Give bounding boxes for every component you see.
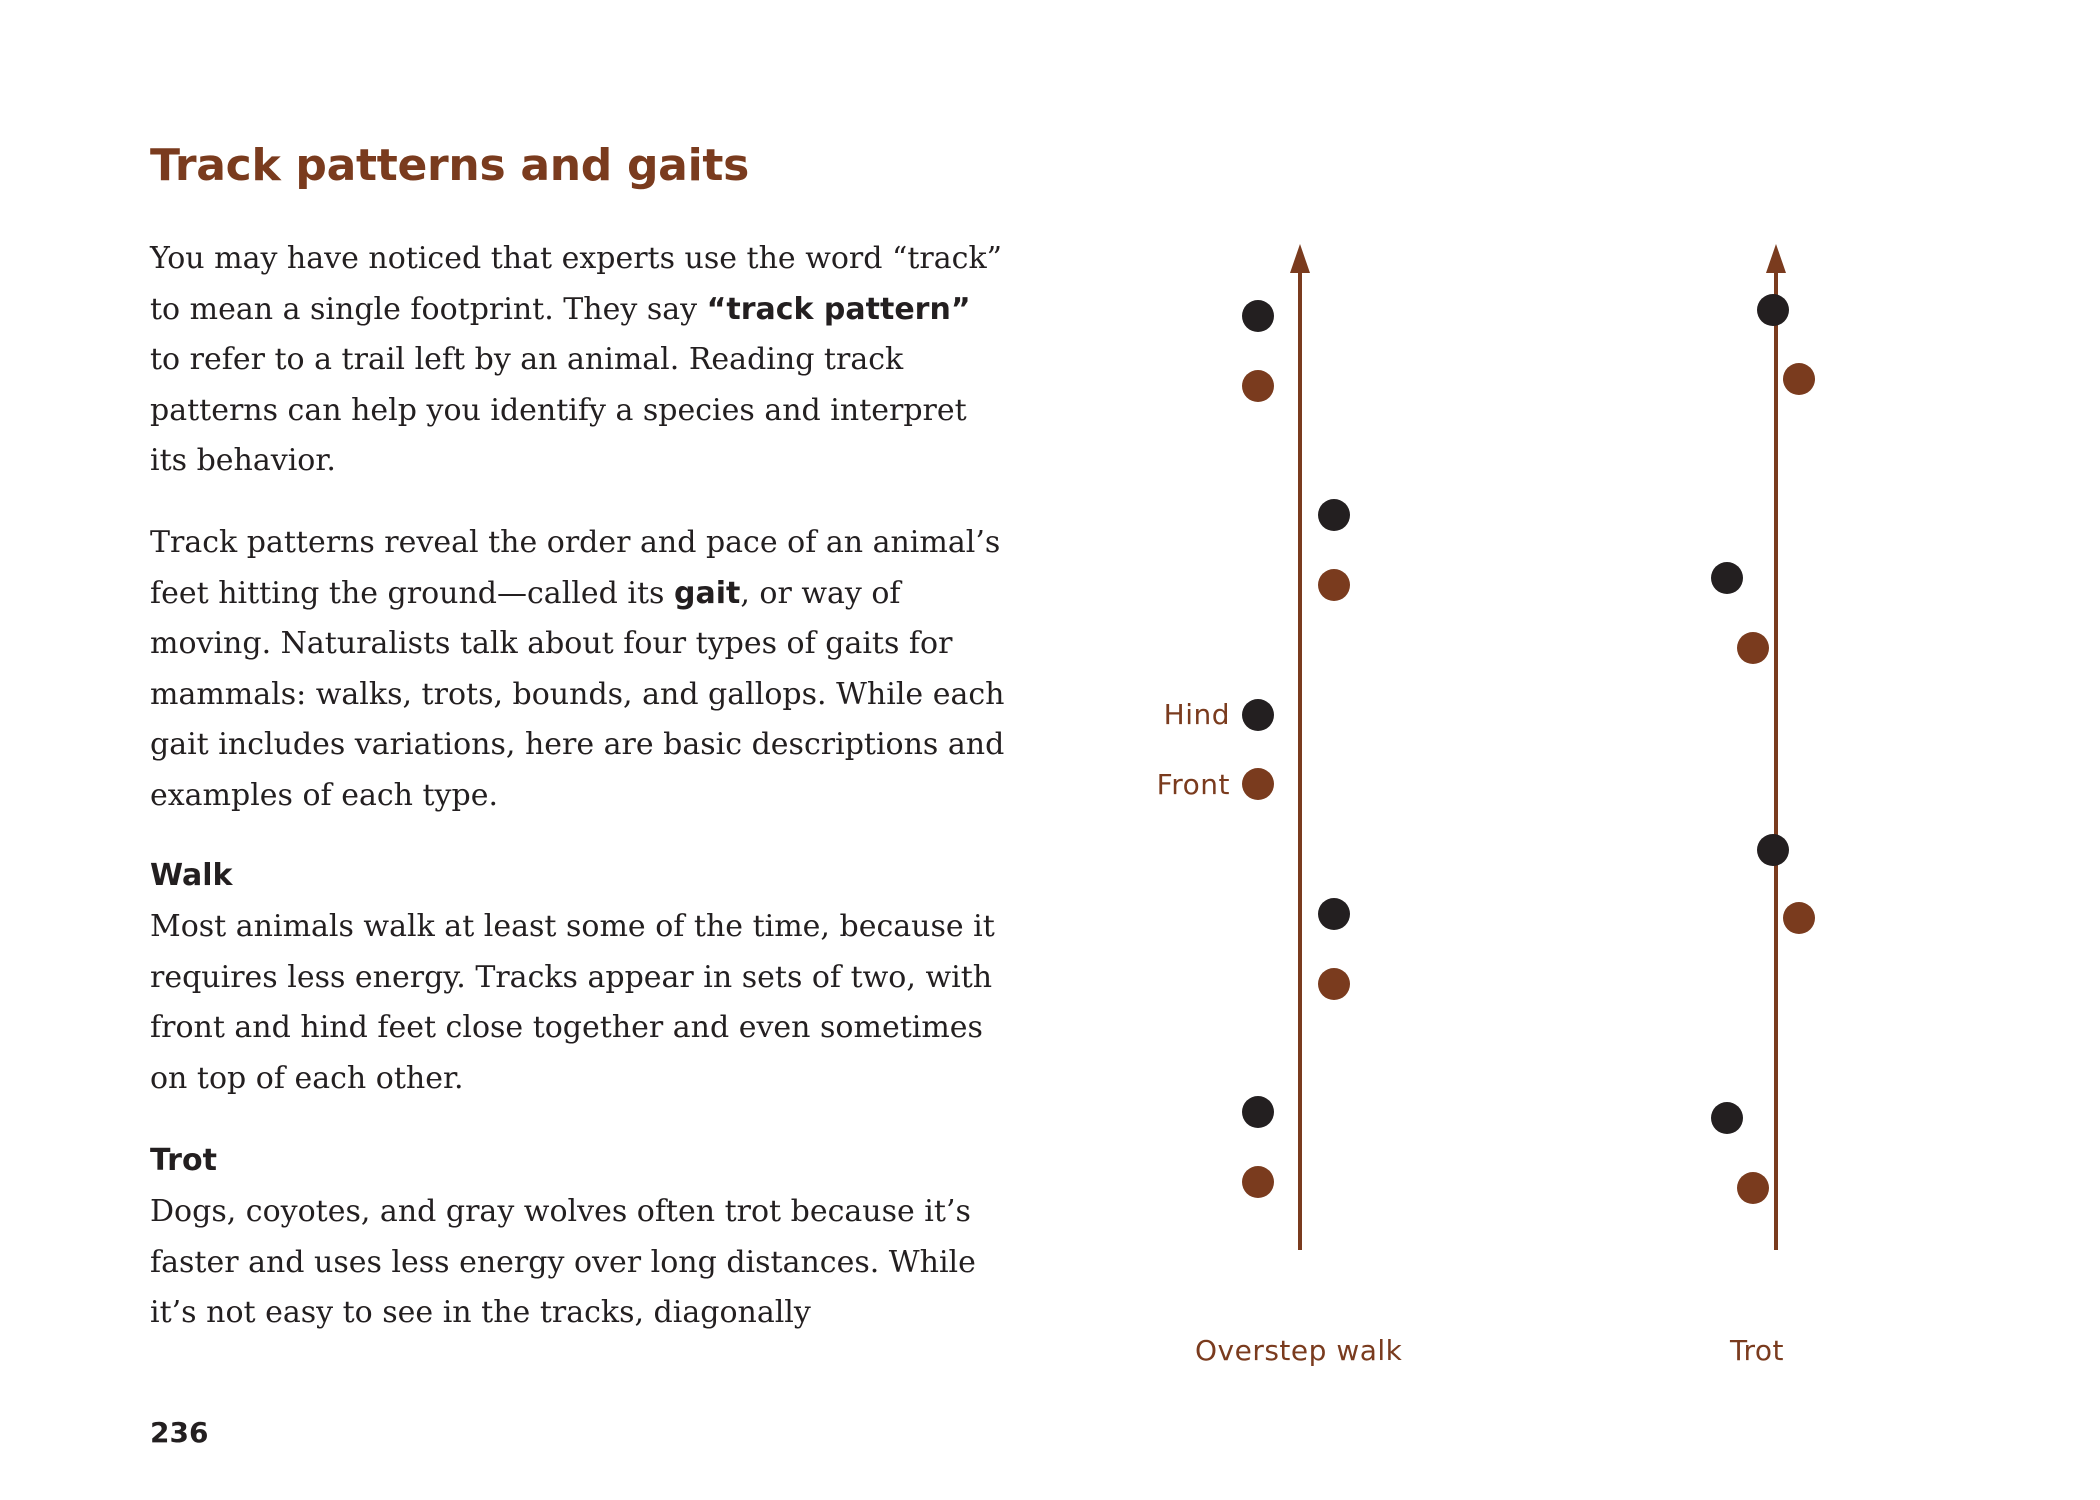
- gait-text-1: Track patterns reveal the order and pace of an animal’s feet hitting the ground—called its: [150, 525, 1001, 611]
- trot-front-track: [1783, 902, 1815, 934]
- trot-diagram: [1711, 244, 1815, 1250]
- walk-hind-track: [1318, 499, 1350, 531]
- trot-hind-track: [1757, 834, 1789, 866]
- walk-body: Most animals walk at least some of the time, because it requires less energy. Tracks appear in sets of two, with front and hind feet close together and even sometimes on top of each other.: [150, 909, 995, 1096]
- walk-front-track: [1318, 569, 1350, 601]
- trot-caption: Trot: [1730, 1334, 1784, 1367]
- legend-front-label: Front: [1156, 768, 1230, 801]
- overstep-walk-diagram: [1242, 244, 1350, 1250]
- trot-front-track: [1737, 632, 1769, 664]
- walk-hind-track: [1242, 699, 1274, 731]
- trot-body: Dogs, coyotes, and gray wolves often trot because it’s faster and uses less energy over long distances. While it’s not easy to see in the tracks, diagonally: [150, 1194, 976, 1330]
- walk-hind-track: [1318, 898, 1350, 930]
- trot-front-track: [1737, 1172, 1769, 1204]
- intro-text-1: You may have noticed that experts use the word “track” to mean a single footprint. They say: [150, 241, 1002, 327]
- walk-hind-track: [1242, 1096, 1274, 1128]
- trot-direction-arrow: [1766, 244, 1786, 273]
- walk-direction-arrow: [1290, 244, 1310, 273]
- trot-hind-track: [1711, 1102, 1743, 1134]
- walk-hind-track: [1242, 300, 1274, 332]
- page-number: 236: [150, 1416, 209, 1449]
- gait-text-2: , or way of moving. Naturalists talk about four types of gaits for mammals: walks, trots, bounds, and gallops. While each gait includes variations, here are basic descriptions and examples of each type.: [150, 575, 1005, 813]
- legend-hind-label: Hind: [1163, 698, 1230, 731]
- trot-hind-track: [1757, 294, 1789, 326]
- trot-hind-track: [1711, 562, 1743, 594]
- page-title: Track patterns and gaits: [150, 140, 749, 191]
- walk-front-track: [1242, 370, 1274, 402]
- walk-front-track: [1242, 768, 1274, 800]
- overstep-walk-caption: Overstep walk: [1195, 1334, 1403, 1367]
- trot-front-track: [1783, 363, 1815, 395]
- trot-heading: Trot: [150, 1143, 217, 1178]
- walk-heading: Walk: [150, 858, 233, 893]
- intro-bold-term: “track pattern”: [706, 291, 971, 327]
- gait-bold-term: gait: [673, 575, 741, 611]
- walk-front-track: [1242, 1166, 1274, 1198]
- walk-front-track: [1318, 968, 1350, 1000]
- intro-text-2: to refer to a trail left by an animal. Reading track patterns can help you identify a species and interpret its behavior.: [150, 342, 967, 478]
